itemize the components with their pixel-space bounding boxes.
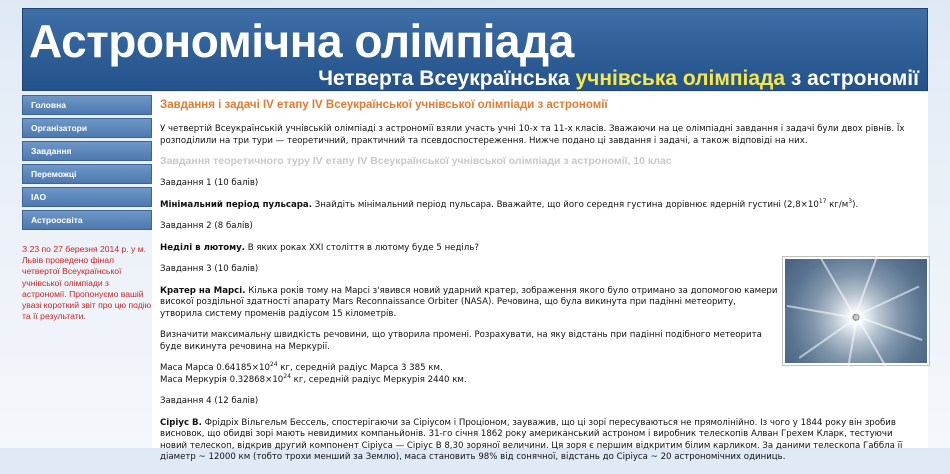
mercury-exponent: 24 xyxy=(283,372,291,380)
section-subheading: Завдання теоретичного туру IV етапу IV Всеукраїнської учнівської олімпіади з астрономії, 10 клас xyxy=(160,155,672,167)
sidebar xyxy=(22,95,152,322)
nav-item-astroeducation[interactable]: Астроосвіта xyxy=(22,210,152,230)
task4-title: Сіріус В. xyxy=(160,417,202,428)
task1-unit-exponent: 3 xyxy=(848,197,853,205)
nav-item-winners[interactable]: Переможці xyxy=(22,164,152,184)
mars-radius: кг, середній радіус Марса 3 385 км. xyxy=(277,363,443,373)
intro-text: У четвертій Всеукраїнській учнівській олімпіаді з астрономії взяли участь учні 10-х та 11-х класів. Зважаючи на це олімпіадні завдання і задачі були двох рівнів. Їх розподілили на три тури — теоретичний, практичний та псевдоспостереження. Нижче подано ці завдання і задачі, а також відповіді на них. xyxy=(160,124,905,146)
task1-label: Завдання 1 (10 балів) xyxy=(160,178,259,188)
task3-text xyxy=(160,286,780,321)
mars-mass: Маса Марса 0.64185×10 xyxy=(160,363,270,373)
task3-question: Визначити максимальну швидкість речовини, що утворила промені. Розрахувати, на яку відстань при падінні подібного метеорита буде викинута речовина на Меркурії. xyxy=(160,330,762,352)
mercury-mass: Маса Меркурія 0.32868×10 xyxy=(160,374,284,385)
task1-exponent: 17 xyxy=(818,197,827,205)
task1-text xyxy=(160,197,922,212)
main-content xyxy=(152,92,928,462)
nav-item-iao[interactable]: IAO xyxy=(22,187,152,207)
nav-item-tasks[interactable]: Завдання xyxy=(22,141,152,161)
task4-text xyxy=(160,418,922,464)
site-title: Астрономічна олімпіада xyxy=(29,15,574,67)
task1-title: Мінімальний період пульсара. xyxy=(160,199,312,210)
task1-body: Знайдіть мінімальний період пульсара. Вважайте, що його середня густина дорівнює ядерній густині (2,8×10 xyxy=(311,199,819,210)
subtitle-suffix: з астрономії xyxy=(785,67,919,90)
task4-label: Завдання 4 (12 балів) xyxy=(160,396,259,406)
task4-body: Фрідріх Вільгельм Бессель, спостерігаючи за Сіріусом і Проціоном, зауважив, що ці зорі пересуваються не прямолінійно. Із чого у 1844 року він зробив висновок, що обидві зорі мають невидимих компаньйонів. 31-го січня 1862 року американський астроном і виробник телескопів Алван Грехем Кларк, тестуючи новий телескоп, відкрив другий компонент Сіріуса — Сіріус В 8,30 зоряної величини. Ця зоря є першим відкритим білим карликом. За даними телескопа Габбла її діаметр ~ 12000 км (тобто трохи менший за Землю), маса становить 98% від сонячної, відстань до Сіріуса ~ 20 астрономічних одиниць. xyxy=(160,417,903,462)
sidebar-announcement[interactable]: З 23 по 27 березня 2014 р. у м. Львів проведено фінал четвертої Всеукраїнської учнівської олімпіади з астрономії. Пропонуємо вашій увазі короткий звіт про цю подію та її результати. xyxy=(22,244,152,322)
mercury-data xyxy=(160,372,780,387)
page-heading: Завдання і задачі IV етапу IV Всеукраїнської учнівської олімпіади з астрономії xyxy=(160,99,608,111)
task2-title: Неділі в лютому. xyxy=(160,242,245,253)
mars-data xyxy=(160,363,780,375)
nav-item-home[interactable]: Головна xyxy=(22,95,152,115)
task2-text xyxy=(160,243,922,255)
subtitle-prefix: Четверта Всеукраїнська xyxy=(318,67,576,90)
mars-exponent: 24 xyxy=(269,361,278,369)
task3-label: Завдання 3 (10 балів) xyxy=(160,264,259,274)
mercury-radius: кг, середній радіус Меркурія 2440 км. xyxy=(290,374,467,385)
task3-body: Кілька років тому на Марсі з'явився новий ударний кратер, зображення якого було отримано за допомогою камери високої роздільної здатності апарату Mars Reconnaissance Orbiter (NASA). Речовина, що була викинута при падінні метеориту, утворила систему променів радіусом 15 кілометрів. xyxy=(160,285,778,319)
site-subtitle xyxy=(318,67,919,91)
task1-unit: кг/м xyxy=(826,199,849,210)
task2-body: В яких роках XXI століття в лютому буде 5 неділь? xyxy=(245,242,479,253)
task1-end: ). xyxy=(852,199,859,210)
task3-title: Кратер на Марсі. xyxy=(160,285,246,296)
nav-item-organizers[interactable]: Організатори xyxy=(22,118,152,138)
site-header xyxy=(22,8,928,91)
subtitle-highlight: учнівська олімпіада xyxy=(575,67,786,90)
task2-label: Завдання 2 (8 балів) xyxy=(160,221,253,231)
